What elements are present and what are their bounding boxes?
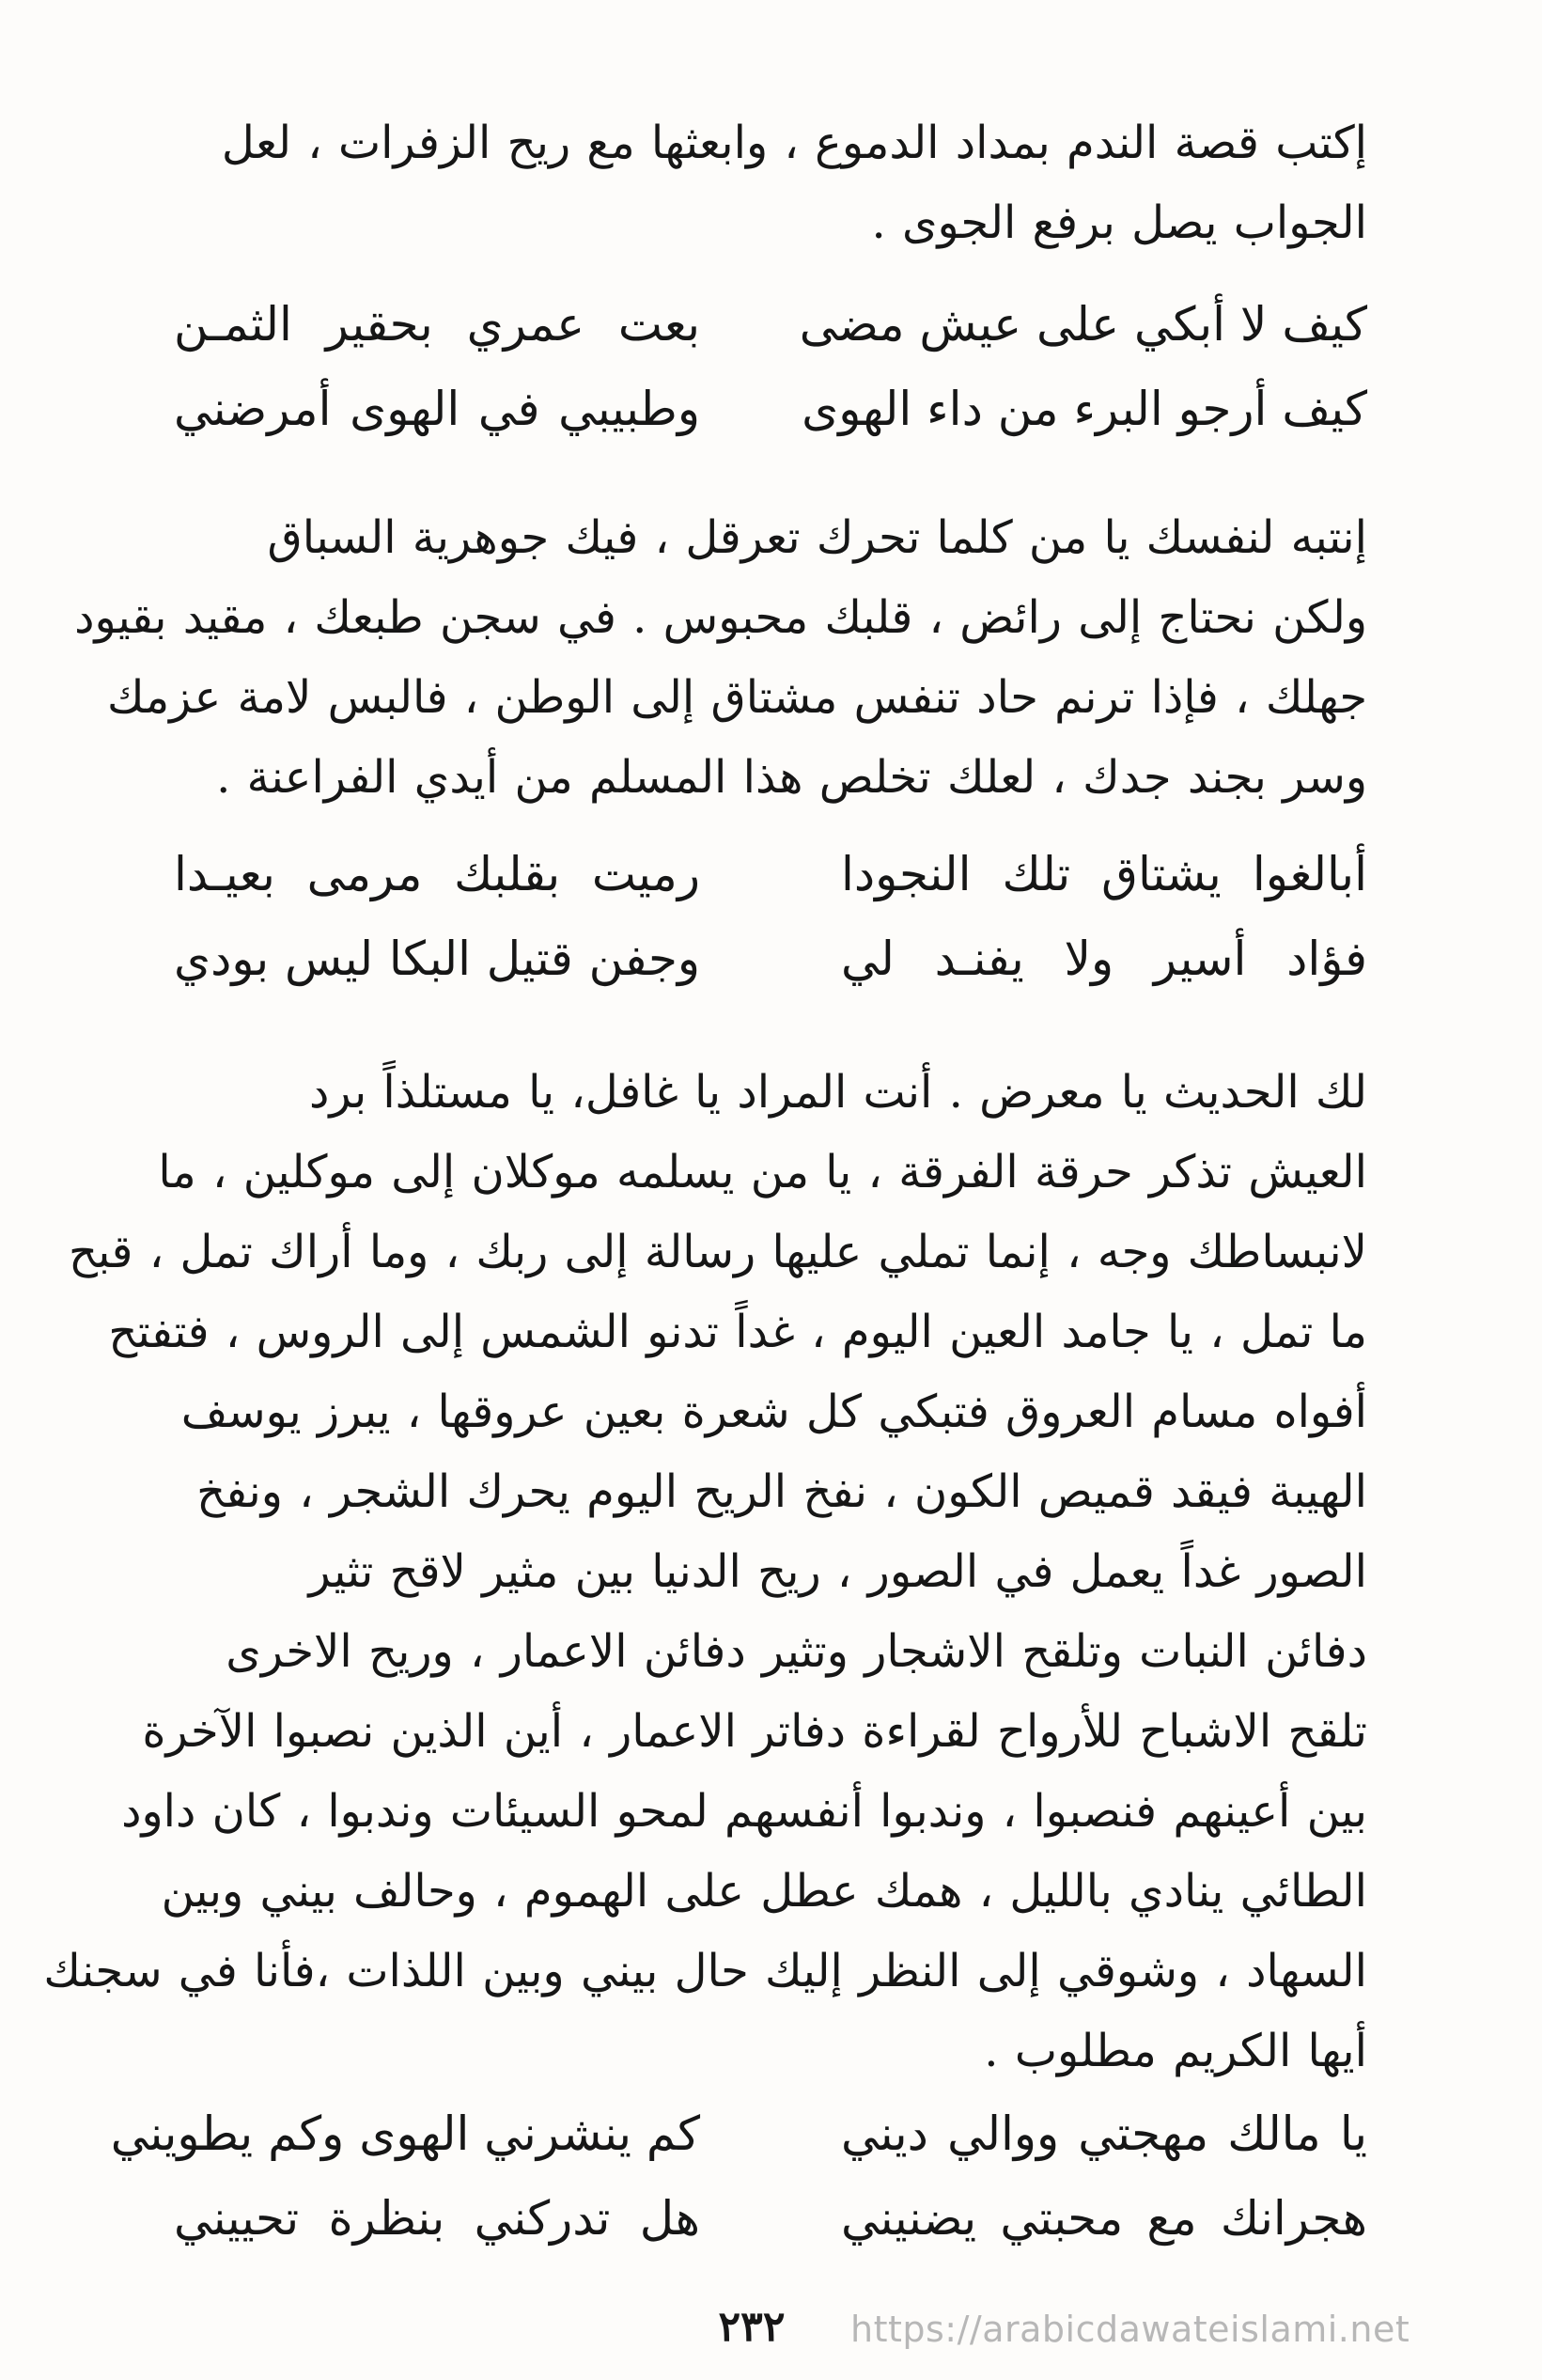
verse (174, 832, 1367, 916)
verse-first-hemistich: أبالغوا يشتاق تلك النجودا (841, 847, 1367, 901)
paragraph-line: جهلك ، فإذا ترنم حاد تنفس مشتاق إلى الوطن ، فالبس لامة عزمك (107, 671, 1367, 724)
paragraph-line: الصور غداً يعمل في الصور ، ريح الدنيا بين مثير لاقح تثير (308, 1545, 1367, 1598)
paragraph-3 (43, 1053, 1367, 2091)
paragraph-1 (174, 103, 1367, 263)
paragraph-line: بين أعينهم فنصبوا ، وندبوا أنفسهم لمحو السيئات وندبوا ، كان داود (121, 1785, 1367, 1838)
verse-first-hemistich: كيف لا أبكي على عيش مضى (799, 297, 1367, 352)
poem-3 (110, 2091, 1367, 2261)
poem-2 (174, 832, 1367, 1001)
paragraph-line: إكتب قصة الندم بمداد الدموع ، وابعثها مع ريح الزفرات ، لعل (221, 117, 1367, 169)
paragraph-line: أيها الكريم مطلوب . (984, 2025, 1367, 2077)
poem-1 (174, 282, 1367, 451)
verse-second-hemistich: كم ينشرني الهوى وكم يطويني (110, 2106, 700, 2161)
page-number: ٢٣٢ (718, 2303, 786, 2351)
paragraph-line: تلقح الاشباح للأرواح لقراءة دفاتر الاعمار ، أين الذين نصبوا الآخرة (142, 1705, 1367, 1758)
verse-first-hemistich: فؤاد أسير ولا يفنـد لي (841, 932, 1367, 986)
paragraph-line: ولكن نحتاج إلى رائض ، قلبك محبوس . في سجن طبعك ، مقيد بقيود (74, 591, 1367, 644)
watermark-url: https://arabicdawateislami.net (850, 2309, 1410, 2350)
verse-first-hemistich: كيف أرجو البرء من داء الهوى (802, 382, 1367, 436)
verse-second-hemistich: هل تدركني بنظرة تحييني (174, 2191, 700, 2246)
verse-second-hemistich: بعت عمري بحقير الثمـن (174, 297, 700, 352)
paragraph-line: أفواه مسام العروق فتبكي كل شعرة بعين عروقها ، يبرز يوسف (180, 1386, 1367, 1438)
paragraph-line: إنتبه لنفسك يا من كلما تحرك تعرقل ، فيك جوهرية السباق (267, 511, 1367, 564)
verse-first-hemistich: هجرانك مع محبتي يضنيني (841, 2191, 1367, 2246)
verse (110, 2091, 1367, 2176)
verse-second-hemistich: وجفن قتيل البكا ليس بودي (174, 932, 700, 986)
paragraph-line: وسر بجند جدك ، لعلك تخلص هذا المسلم من أيدي الفراعنة . (216, 751, 1367, 804)
paragraph-line: لانبساطك وجه ، إنما تملي عليها رسالة إلى ربك ، وما أراك تمل ، قبح (69, 1226, 1367, 1278)
verse-first-hemistich: يا مالك مهجتي ووالي ديني (841, 2106, 1367, 2161)
paragraph-line: الطائي ينادي بالليل ، همك عطل على الهموم ، وحالف بيني وبين (161, 1865, 1367, 1918)
verse-second-hemistich: وطبيبي في الهوى أمرضني (174, 382, 700, 436)
verse (174, 916, 1367, 1001)
paragraph-line: دفائن النبات وتلقح الاشجار وتثير دفائن الاعمار ، وريح الاخرى (226, 1625, 1367, 1678)
paragraph-line: ما تمل ، يا جامد العين اليوم ، غداً تدنو الشمس إلى الروس ، فتفتح (108, 1306, 1367, 1358)
verse (174, 367, 1367, 451)
paragraph-2 (74, 498, 1367, 818)
paragraph-line: العيش تذكر حرقة الفرقة ، يا من يسلمه موكلان إلى موكلين ، ما (158, 1146, 1367, 1198)
verse (174, 282, 1367, 367)
verse (174, 2176, 1367, 2261)
paragraph-line: لك الحديث يا معرض . أنت المراد يا غافل، يا مستلذاً برد (308, 1066, 1367, 1119)
paragraph-line: الجواب يصل برفع الجوى . (871, 196, 1367, 249)
paragraph-line: الهيبة فيقد قميص الكون ، نفخ الريح اليوم يحرك الشجر ، ونفخ (196, 1465, 1367, 1518)
verse-second-hemistich: رميت بقلبك مرمى بعيـدا (174, 847, 700, 901)
paragraph-line: السهاد ، وشوقي إلى النظر إليك حال بيني وبين اللذات ،فأنا في سجنك (43, 1945, 1367, 1997)
